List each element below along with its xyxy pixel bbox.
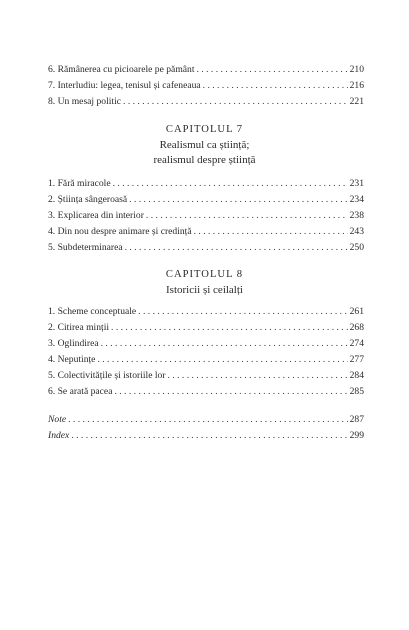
toc-entry-page: 261	[349, 306, 364, 317]
chapter-title: Realismul ca știință;	[159, 139, 250, 151]
toc-entry-index	[48, 429, 364, 443]
toc-entry-page: 277	[349, 354, 364, 365]
toc-entry-label: Index	[48, 430, 70, 441]
toc-entry-page: 284	[349, 370, 364, 381]
toc-entry-page: 210	[349, 64, 364, 75]
toc-entry	[48, 95, 364, 109]
toc-entry	[48, 369, 364, 383]
toc-entry-page: 243	[349, 226, 364, 237]
toc-entry	[48, 321, 364, 335]
toc-entry-page: 287	[349, 414, 364, 425]
toc-entry-page: 274	[349, 338, 364, 349]
dot-leader	[146, 209, 348, 223]
dot-leader	[125, 241, 348, 255]
toc-entry	[48, 177, 364, 191]
toc-entry	[48, 337, 364, 351]
chapter-title: realismul despre știință	[153, 154, 256, 166]
toc-entry-label: 5. Subdeterminarea	[48, 242, 123, 253]
chapter-heading: CAPITOLUL 8	[165, 269, 244, 280]
dot-leader	[101, 337, 348, 351]
toc-entry-label: 4. Din nou despre animare și credință	[48, 226, 192, 237]
toc-entry-label: 1. Scheme conceptuale	[48, 306, 137, 317]
toc-entry	[48, 79, 364, 93]
dot-leader	[71, 429, 347, 443]
toc-entry-label: 2. Citirea minții	[48, 322, 110, 333]
dot-leader	[194, 225, 348, 239]
dot-leader	[203, 79, 348, 93]
toc-entry-page: 221	[349, 96, 364, 107]
dot-leader	[111, 321, 348, 335]
toc-entry	[48, 209, 364, 223]
dot-leader	[114, 385, 347, 399]
toc-entry-label: 6. Rămânerea cu picioarele pe pământ	[48, 64, 195, 75]
toc-entry	[48, 305, 364, 319]
dot-leader	[113, 177, 348, 191]
toc-entry-label: 3. Explicarea din interior	[48, 210, 144, 221]
dot-leader	[129, 193, 347, 207]
dot-leader	[68, 413, 347, 427]
toc-entry-page: 299	[349, 430, 364, 441]
toc-entry-page: 238	[349, 210, 364, 221]
toc-entry-page: 234	[349, 194, 364, 205]
toc-entry-label: 7. Interludiu: legea, tenisul și cafeneaua	[48, 80, 201, 91]
toc-entry-label: 3. Oglindirea	[48, 338, 99, 349]
dot-leader	[97, 353, 347, 367]
chapter-heading: CAPITOLUL 7	[165, 124, 244, 135]
dot-leader	[138, 305, 347, 319]
dot-leader	[197, 63, 348, 77]
toc-entry-label: 5. Colectivitățile și istoriile lor	[48, 370, 166, 381]
toc-entry-label: Note	[48, 414, 67, 425]
toc-entry	[48, 385, 364, 399]
toc-entry-page: 216	[349, 80, 364, 91]
toc-entry	[48, 193, 364, 207]
toc-entry-notes	[48, 413, 364, 427]
toc-entry	[48, 225, 364, 239]
toc-entry-page: 250	[349, 242, 364, 253]
toc-entry-label: 4. Neputințe	[48, 354, 96, 365]
chapter-title: Istoricii și ceilalți	[166, 284, 243, 296]
dot-leader	[168, 369, 348, 383]
toc-entry-label: 6. Se arată pacea	[48, 386, 113, 397]
toc-entry-label: 1. Fără miracole	[48, 178, 111, 189]
toc-entry-label: 8. Un mesaj politic	[48, 96, 122, 107]
toc-entry	[48, 241, 364, 255]
dot-leader	[123, 95, 348, 109]
toc-entry	[48, 63, 364, 77]
toc-entry-page: 285	[349, 386, 364, 397]
toc-entry-page: 268	[349, 322, 364, 333]
toc-entry-page: 231	[349, 178, 364, 189]
toc-entry	[48, 353, 364, 367]
toc-entry-label: 2. Știința sângeroasă	[48, 194, 128, 205]
